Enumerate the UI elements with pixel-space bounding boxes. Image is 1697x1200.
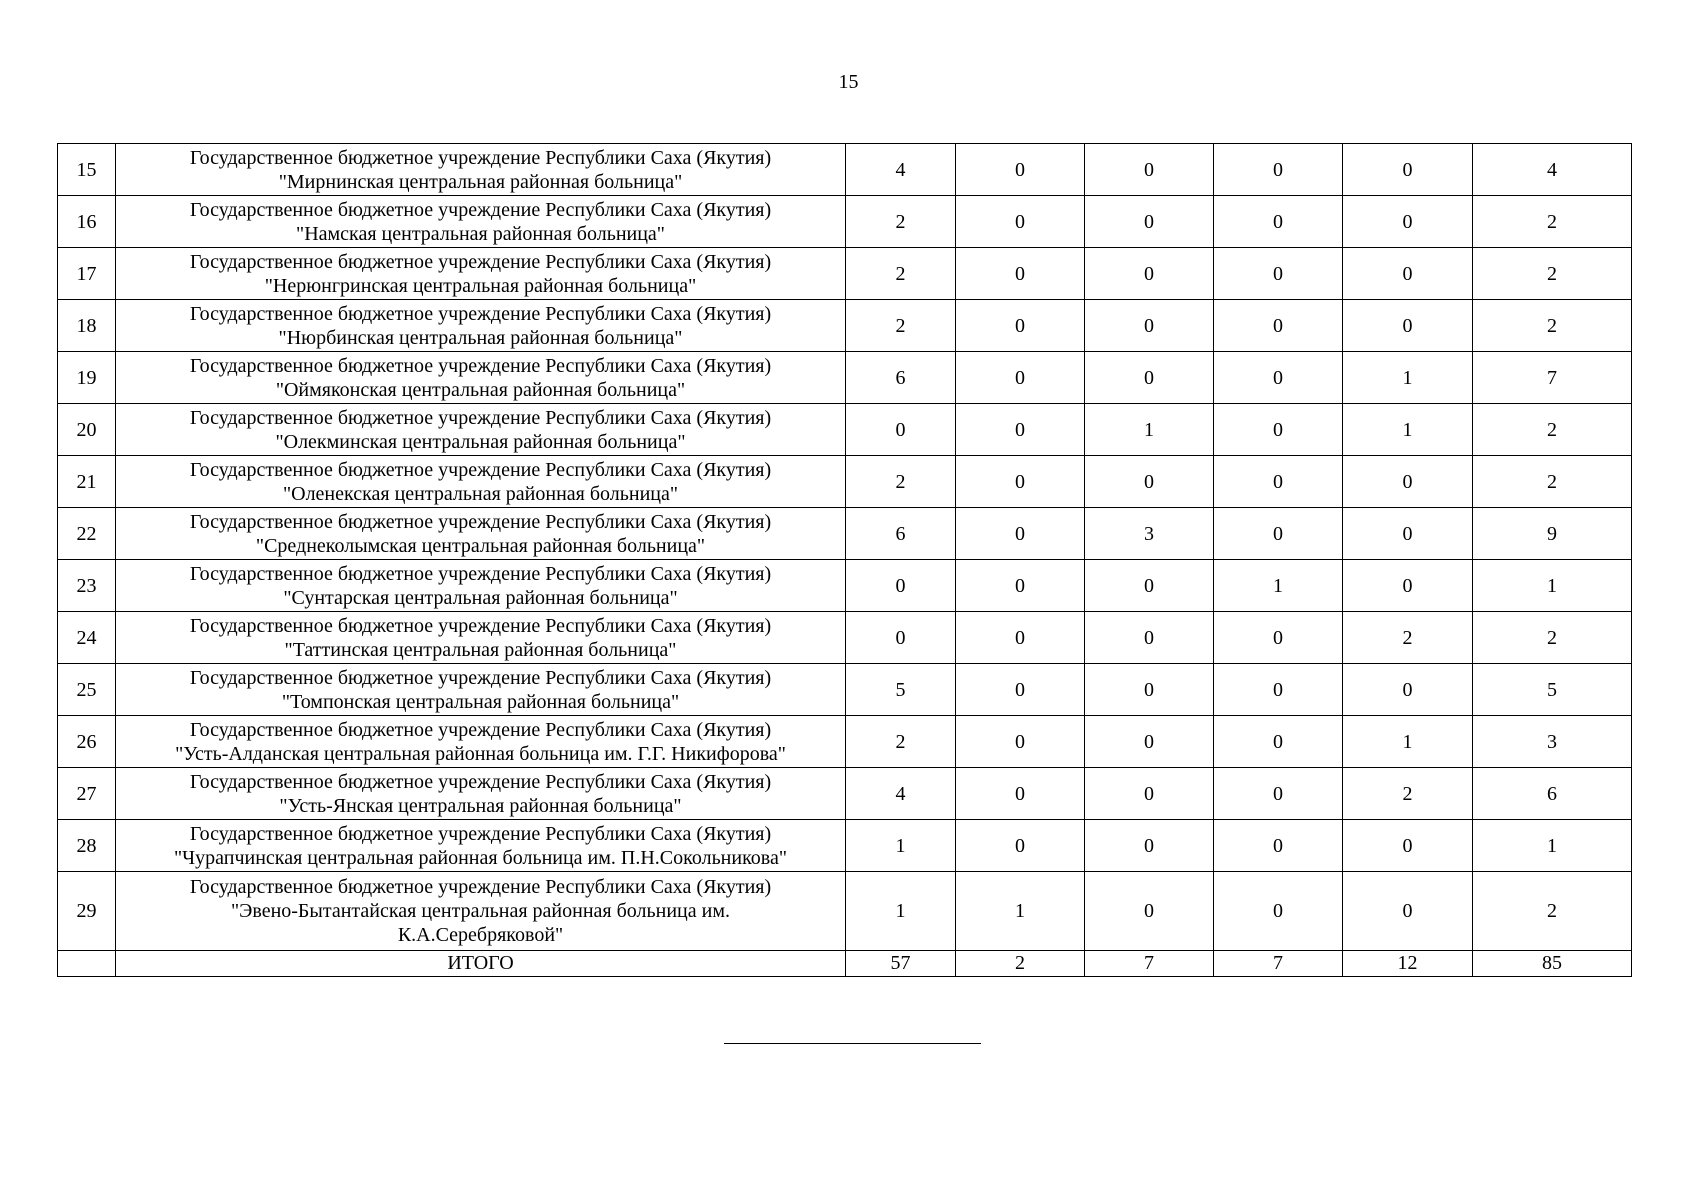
- institution-name-line: Государственное бюджетное учреждение Республики Саха (Якутия): [189, 146, 772, 169]
- value-cell: 0: [1214, 716, 1343, 768]
- table-row: [58, 716, 1632, 768]
- value-cell: 0: [956, 612, 1085, 664]
- institution-name-line: "Мирнинская центральная районная больница": [278, 170, 683, 193]
- institution-name-line: Государственное бюджетное учреждение Республики Саха (Якутия): [189, 770, 772, 793]
- value-cell: 5: [1473, 664, 1632, 716]
- institution-name-line: "Оймяконская центральная районная больница": [275, 378, 686, 401]
- row-number: 23: [58, 560, 116, 612]
- value-cell: 1: [1343, 716, 1473, 768]
- value-cell: 0: [1214, 456, 1343, 508]
- institution-name-line: Государственное бюджетное учреждение Республики Саха (Якутия): [189, 822, 772, 845]
- value-cell: 1: [1473, 560, 1632, 612]
- row-number: 22: [58, 508, 116, 560]
- institution-name: [116, 248, 846, 300]
- institution-name-line: Государственное бюджетное учреждение Республики Саха (Якутия): [189, 302, 772, 325]
- institution-name-line: "Среднеколымская центральная районная больница": [255, 534, 706, 557]
- row-number: 29: [58, 872, 116, 951]
- institution-name-line: Государственное бюджетное учреждение Республики Саха (Якутия): [189, 614, 772, 637]
- value-cell: 0: [846, 404, 956, 456]
- value-cell: 2: [1343, 612, 1473, 664]
- value-cell: 2: [1473, 196, 1632, 248]
- row-number: 20: [58, 404, 116, 456]
- value-cell: 0: [956, 248, 1085, 300]
- value-cell: 0: [846, 612, 956, 664]
- value-cell: 1: [1085, 404, 1214, 456]
- institution-name-line: Государственное бюджетное учреждение Республики Саха (Якутия): [189, 562, 772, 585]
- row-number: 16: [58, 196, 116, 248]
- institution-name-line: Государственное бюджетное учреждение Республики Саха (Якутия): [189, 354, 772, 377]
- value-cell: 0: [1214, 144, 1343, 196]
- table-row: [58, 352, 1632, 404]
- institution-name: [116, 144, 846, 196]
- row-number: 19: [58, 352, 116, 404]
- institution-name-line: "Томпонская центральная районная больница": [281, 690, 680, 713]
- value-cell: 0: [956, 404, 1085, 456]
- table-row: [58, 768, 1632, 820]
- value-cell: 0: [1085, 456, 1214, 508]
- value-cell: 1: [956, 872, 1085, 951]
- institution-name-line: "Олекминская центральная районная больница": [275, 430, 686, 453]
- value-cell: 0: [1085, 768, 1214, 820]
- page-number: 15: [838, 71, 859, 93]
- institution-name: [116, 196, 846, 248]
- value-cell: 4: [846, 768, 956, 820]
- institution-name: [116, 352, 846, 404]
- value-cell: 0: [1343, 144, 1473, 196]
- value-cell: 0: [1085, 872, 1214, 951]
- value-cell: 2: [1473, 612, 1632, 664]
- value-cell: 6: [1473, 768, 1632, 820]
- value-cell: 2: [846, 716, 956, 768]
- value-cell: 0: [1343, 196, 1473, 248]
- value-cell: 1: [1343, 404, 1473, 456]
- total-value-cell: 7: [1214, 951, 1343, 977]
- value-cell: 0: [1214, 508, 1343, 560]
- value-cell: 4: [846, 144, 956, 196]
- institution-name-line: "Нюрбинская центральная районная больница": [278, 326, 683, 349]
- value-cell: 0: [1343, 300, 1473, 352]
- value-cell: 0: [1343, 508, 1473, 560]
- value-cell: 0: [1085, 820, 1214, 872]
- table-row: [58, 300, 1632, 352]
- value-cell: 0: [1085, 300, 1214, 352]
- institution-name: [116, 300, 846, 352]
- institution-name-line: "Таттинская центральная районная больница": [284, 638, 677, 661]
- value-cell: 0: [1085, 352, 1214, 404]
- value-cell: 5: [846, 664, 956, 716]
- value-cell: 1: [1343, 352, 1473, 404]
- table-row: [58, 560, 1632, 612]
- table-row: [58, 144, 1632, 196]
- table-row: [58, 248, 1632, 300]
- institution-name: [116, 820, 846, 872]
- value-cell: 0: [1085, 196, 1214, 248]
- value-cell: 2: [1473, 456, 1632, 508]
- value-cell: 0: [1343, 248, 1473, 300]
- value-cell: 1: [1473, 820, 1632, 872]
- value-cell: 0: [1343, 820, 1473, 872]
- value-cell: 0: [1214, 300, 1343, 352]
- value-cell: 0: [1085, 144, 1214, 196]
- value-cell: 2: [1473, 404, 1632, 456]
- value-cell: 0: [1214, 248, 1343, 300]
- signature-line: [724, 1043, 981, 1044]
- institution-name: [116, 456, 846, 508]
- total-label: ИТОГО: [116, 951, 846, 977]
- value-cell: 1: [1214, 560, 1343, 612]
- total-value-cell: 2: [956, 951, 1085, 977]
- value-cell: 1: [846, 872, 956, 951]
- value-cell: 0: [1214, 664, 1343, 716]
- value-cell: 0: [956, 508, 1085, 560]
- value-cell: 0: [1343, 456, 1473, 508]
- hospital-table: [57, 143, 1632, 977]
- institution-name-line: "Сунтарская центральная районная больница": [283, 586, 678, 609]
- table-row: [58, 664, 1632, 716]
- row-number: 25: [58, 664, 116, 716]
- institution-name-line: Государственное бюджетное учреждение Республики Саха (Якутия): [189, 666, 772, 689]
- value-cell: 2: [846, 248, 956, 300]
- value-cell: 0: [956, 196, 1085, 248]
- value-cell: 3: [1473, 716, 1632, 768]
- institution-name-line: Государственное бюджетное учреждение Республики Саха (Якутия): [189, 718, 772, 741]
- table-row: [58, 872, 1632, 951]
- value-cell: 0: [1085, 560, 1214, 612]
- value-cell: 0: [956, 144, 1085, 196]
- value-cell: 0: [1343, 664, 1473, 716]
- table-row: [58, 612, 1632, 664]
- table-row: [58, 820, 1632, 872]
- institution-name: [116, 404, 846, 456]
- value-cell: 0: [956, 820, 1085, 872]
- institution-name: [116, 560, 846, 612]
- value-cell: 0: [1214, 768, 1343, 820]
- value-cell: 0: [1214, 196, 1343, 248]
- row-number: 27: [58, 768, 116, 820]
- value-cell: 0: [1343, 872, 1473, 951]
- value-cell: 6: [846, 352, 956, 404]
- value-cell: 1: [846, 820, 956, 872]
- value-cell: 0: [1085, 664, 1214, 716]
- institution-name-line: "Намская центральная районная больница": [296, 222, 665, 245]
- value-cell: 0: [846, 560, 956, 612]
- value-cell: 2: [846, 196, 956, 248]
- value-cell: 7: [1473, 352, 1632, 404]
- value-cell: 0: [956, 716, 1085, 768]
- value-cell: 0: [1085, 612, 1214, 664]
- institution-name-line: Государственное бюджетное учреждение Республики Саха (Якутия): [189, 458, 772, 481]
- value-cell: 6: [846, 508, 956, 560]
- value-cell: 0: [1085, 248, 1214, 300]
- institution-name-line: Государственное бюджетное учреждение Республики Саха (Якутия): [189, 198, 772, 221]
- total-value-cell: 85: [1473, 951, 1632, 977]
- value-cell: 0: [1343, 560, 1473, 612]
- table-row: [58, 456, 1632, 508]
- institution-name-line: "Чурапчинская центральная районная больница им. П.Н.Сокольникова": [173, 846, 788, 869]
- institution-name: [116, 664, 846, 716]
- row-number: 24: [58, 612, 116, 664]
- row-number: 15: [58, 144, 116, 196]
- value-cell: 9: [1473, 508, 1632, 560]
- row-number: 28: [58, 820, 116, 872]
- institution-name-line: К.А.Серебряковой": [397, 924, 564, 946]
- total-value-cell: 12: [1343, 951, 1473, 977]
- value-cell: 0: [1214, 872, 1343, 951]
- table-row: [58, 508, 1632, 560]
- total-row: [58, 951, 1632, 977]
- value-cell: 2: [1473, 300, 1632, 352]
- institution-name: [116, 768, 846, 820]
- institution-name-line: Государственное бюджетное учреждение Республики Саха (Якутия): [189, 876, 772, 898]
- institution-name-line: "Эвено-Бытантайская центральная районная больница им.: [231, 900, 730, 922]
- row-number: 18: [58, 300, 116, 352]
- value-cell: 0: [956, 560, 1085, 612]
- institution-name-line: Государственное бюджетное учреждение Республики Саха (Якутия): [189, 510, 772, 533]
- value-cell: 0: [956, 456, 1085, 508]
- institution-name: [116, 716, 846, 768]
- row-number: 17: [58, 248, 116, 300]
- value-cell: 2: [846, 300, 956, 352]
- total-value-cell: 7: [1085, 951, 1214, 977]
- value-cell: 0: [956, 768, 1085, 820]
- table-row: [58, 404, 1632, 456]
- institution-name-line: "Оленекская центральная районная больница": [282, 482, 679, 505]
- institution-name: [116, 872, 846, 951]
- table-row: [58, 196, 1632, 248]
- value-cell: 0: [1214, 352, 1343, 404]
- value-cell: 0: [1214, 404, 1343, 456]
- value-cell: 0: [1214, 612, 1343, 664]
- institution-name-line: Государственное бюджетное учреждение Республики Саха (Якутия): [189, 406, 772, 429]
- table-body: [58, 144, 1632, 977]
- value-cell: 0: [956, 300, 1085, 352]
- institution-name-line: "Усть-Алданская центральная районная больница им. Г.Г. Никифорова": [175, 742, 786, 765]
- value-cell: 3: [1085, 508, 1214, 560]
- row-number: 26: [58, 716, 116, 768]
- institution-name-line: "Нерюнгринская центральная районная больница": [264, 274, 697, 297]
- value-cell: 0: [956, 352, 1085, 404]
- institution-name-line: Государственное бюджетное учреждение Республики Саха (Якутия): [189, 250, 772, 273]
- value-cell: 2: [1343, 768, 1473, 820]
- value-cell: 2: [846, 456, 956, 508]
- total-value-cell: 57: [846, 951, 956, 977]
- institution-name-line: "Усть-Янская центральная районная больница": [279, 794, 682, 817]
- value-cell: 0: [1085, 716, 1214, 768]
- value-cell: 2: [1473, 248, 1632, 300]
- row-number: 21: [58, 456, 116, 508]
- value-cell: 4: [1473, 144, 1632, 196]
- total-row-number: [58, 951, 116, 977]
- value-cell: 0: [1214, 820, 1343, 872]
- institution-name: [116, 508, 846, 560]
- value-cell: 0: [956, 664, 1085, 716]
- value-cell: 2: [1473, 872, 1632, 951]
- institution-name: [116, 612, 846, 664]
